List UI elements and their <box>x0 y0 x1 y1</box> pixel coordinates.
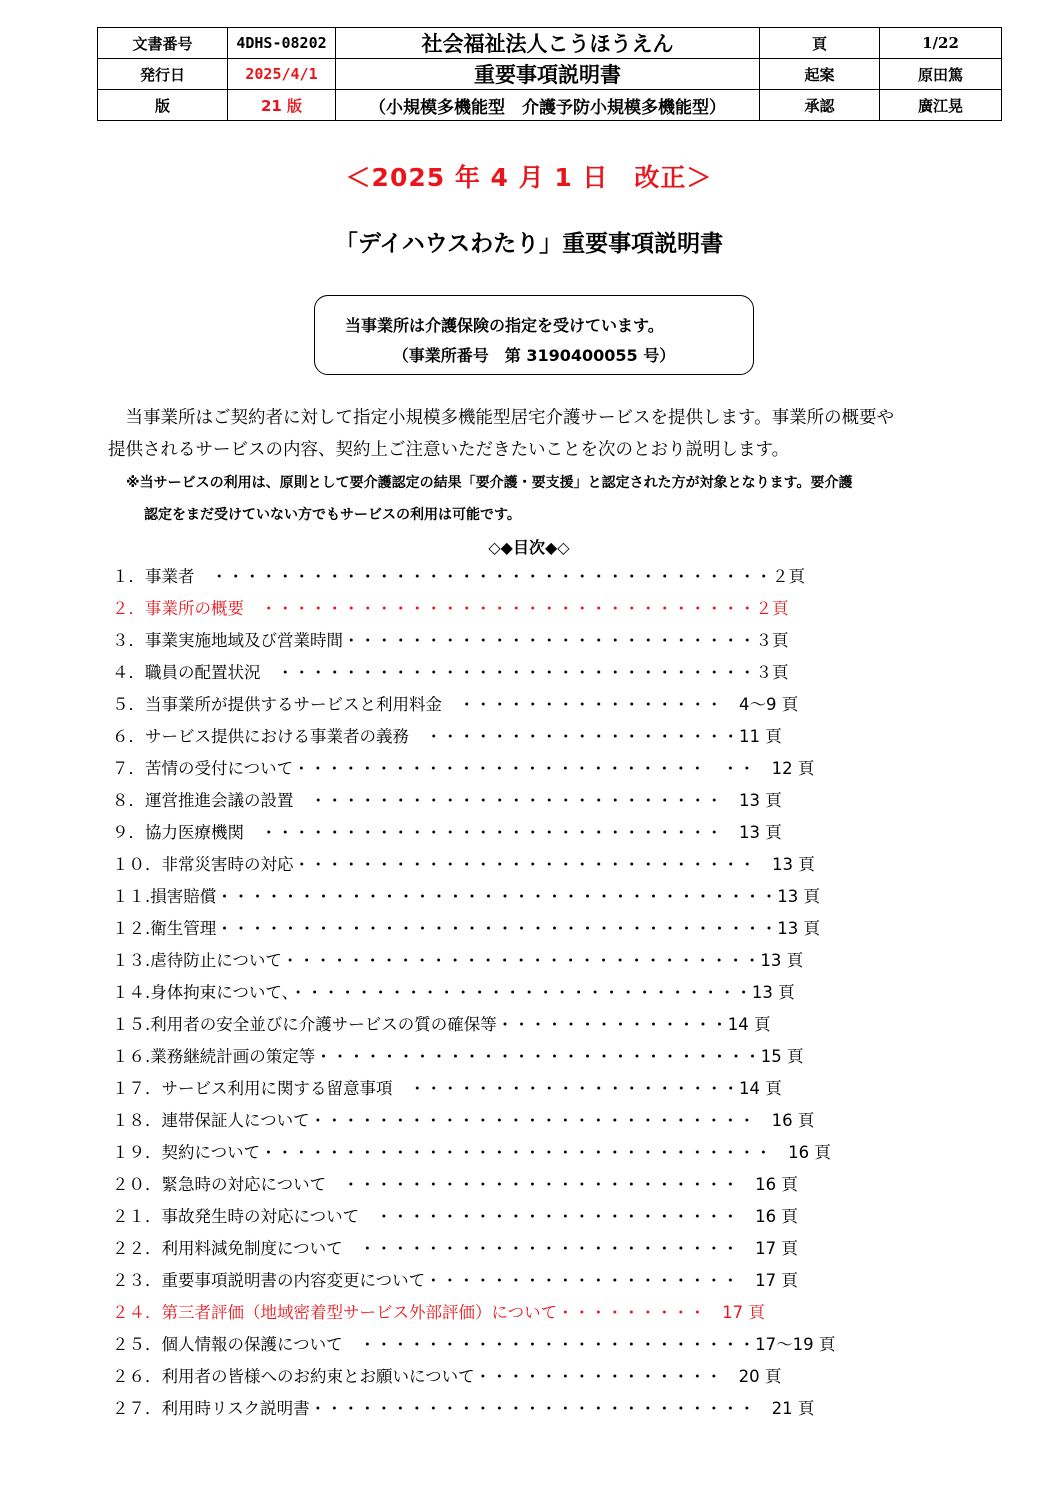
toc-item-text: ４．職員の配置状況 ・・・・・・・・・・・・・・・・・・・・・・・・・・・・・３頁 <box>112 663 789 682</box>
toc-item-text: ６．サービス提供における事業者の義務 ・・・・・・・・・・・・・・・・・・・11 頁 <box>112 727 782 746</box>
toc-item-text: ２４．第三者評価（地域密着型サービス外部評価）について・・・・・・・・・ 17 頁 <box>112 1303 765 1322</box>
toc-item <box>112 721 912 753</box>
page-label: 頁 <box>760 28 880 59</box>
toc-item <box>112 1201 912 1233</box>
toc-item-text: １７．サービス利用に関する留意事項 ・・・・・・・・・・・・・・・・・・・・14 頁 <box>112 1079 782 1098</box>
note-line-2: 認定をまだ受けていない方でもサービスの利用は可能です。 <box>144 507 521 523</box>
toc-item-text: １．事業者 ・・・・・・・・・・・・・・・・・・・・・・・・・・・・・・・・・・２頁 <box>112 567 805 586</box>
toc-item <box>112 689 912 721</box>
toc-item <box>112 1073 912 1105</box>
toc-item <box>112 1361 912 1393</box>
revision-date: ＜2025 年 4 月 1 日 改正＞ <box>345 163 713 192</box>
toc-item <box>112 1137 912 1169</box>
toc-item <box>112 657 912 689</box>
toc-item <box>112 945 912 977</box>
toc-item <box>112 561 912 593</box>
toc-item-text: ２０．緊急時の対応について ・・・・・・・・・・・・・・・・・・・・・・・・ 16 頁 <box>112 1175 798 1194</box>
toc-item-text: ７．苦情の受付について・・・・・・・・・・・・・・・・・・・・・・・・・ ・・ 12 頁 <box>112 759 815 778</box>
page-title: 「デイハウスわたり」重要事項説明書 <box>334 231 724 257</box>
toc-item <box>112 1297 912 1329</box>
toc-item-text: ３．事業実施地域及び営業時間・・・・・・・・・・・・・・・・・・・・・・・・・３頁 <box>112 631 789 650</box>
doc-number: 4DHS-08202 <box>228 28 336 59</box>
toc-item-text: １６.業務継続計画の策定等・・・・・・・・・・・・・・・・・・・・・・・・・・・15 頁 <box>112 1047 804 1066</box>
intro-paragraph <box>108 402 968 466</box>
document-subtitle: （小規模多機能型 介護予防小規模多機能型） <box>336 90 760 121</box>
designation-notice-box <box>314 295 754 375</box>
toc-item-text: ２２．利用料減免制度について ・・・・・・・・・・・・・・・・・・・・・・・ 17 頁 <box>112 1239 798 1258</box>
intro-line-1: 当事業所はご契約者に対して指定小規模多機能型居宅介護サービスを提供します。事業所の概要や <box>108 408 895 428</box>
toc-item-text: ８．運営推進会議の設置 ・・・・・・・・・・・・・・・・・・・・・・・・・ 13 頁 <box>112 791 782 810</box>
draft-name: 原田篤 <box>880 59 1002 90</box>
toc-item <box>112 1393 912 1425</box>
toc-item <box>112 913 912 945</box>
toc-item-text: ２６．利用者の皆様へのお約束とお願いについて・・・・・・・・・・・・・・・ 20 頁 <box>112 1367 782 1386</box>
toc-item-text: １４.身体拘束について、・・・・・・・・・・・・・・・・・・・・・・・・・・・・13 頁 <box>112 983 795 1002</box>
version-number: 21 版 <box>228 90 336 121</box>
doc-number-label: 文書番号 <box>98 28 228 59</box>
issue-date: 2025/4/1 <box>228 59 336 90</box>
toc-item <box>112 1105 912 1137</box>
toc-item-text: １３.虐待防止について・・・・・・・・・・・・・・・・・・・・・・・・・・・・・13 頁 <box>112 951 804 970</box>
toc-item-text: １５.利用者の安全並びに介護サービスの質の確保等・・・・・・・・・・・・・・14 頁 <box>112 1015 771 1034</box>
eligibility-note <box>126 467 976 531</box>
table-of-contents <box>112 561 912 1425</box>
toc-item-text: ２７．利用時リスク説明書・・・・・・・・・・・・・・・・・・・・・・・・・・・ 21 頁 <box>112 1399 815 1418</box>
notice-line-1: 当事業所は介護保険の指定を受けています。 <box>345 316 664 335</box>
toc-heading: ◇◆目次◆◇ <box>488 538 570 557</box>
toc-item <box>112 785 912 817</box>
toc-item-text: ２．事業所の概要 ・・・・・・・・・・・・・・・・・・・・・・・・・・・・・・２頁 <box>112 599 789 618</box>
approve-label: 承認 <box>760 90 880 121</box>
version-label: 版 <box>98 90 228 121</box>
toc-item-text: ５．当事業所が提供するサービスと利用料金 ・・・・・・・・・・・・・・・・ 4～9 頁 <box>112 695 799 714</box>
notice-line-2: （事業所番号 第 3190400055 号） <box>392 346 676 365</box>
toc-item-text: １２.衛生管理・・・・・・・・・・・・・・・・・・・・・・・・・・・・・・・・・・13 頁 <box>112 919 820 938</box>
approve-name: 廣江晃 <box>880 90 1002 121</box>
intro-line-2: 提供されるサービスの内容、契約上ご注意いただきたいことを次のとおり説明します。 <box>108 440 790 460</box>
toc-item <box>112 1329 912 1361</box>
toc-item <box>112 1233 912 1265</box>
toc-item <box>112 849 912 881</box>
toc-item-text: ２５．個人情報の保護について ・・・・・・・・・・・・・・・・・・・・・・・・17～19 頁 <box>112 1335 836 1354</box>
toc-item <box>112 881 912 913</box>
toc-item-text: ２１．事故発生時の対応について ・・・・・・・・・・・・・・・・・・・・・・ 16 頁 <box>112 1207 798 1226</box>
toc-item <box>112 1169 912 1201</box>
toc-item-text: ９．協力医療機関 ・・・・・・・・・・・・・・・・・・・・・・・・・・・・ 13 頁 <box>112 823 782 842</box>
document-title: 重要事項説明書 <box>336 59 760 90</box>
draft-label: 起案 <box>760 59 880 90</box>
page-number: 1/22 <box>880 28 1002 59</box>
toc-item-text: １８．連帯保証人について・・・・・・・・・・・・・・・・・・・・・・・・・・・ 16 頁 <box>112 1111 815 1130</box>
note-line-1: ※当サービスの利用は、原則として要介護認定の結果「要介護・要支援」と認定された方が対象となります。要介護 <box>126 475 853 491</box>
toc-item <box>112 753 912 785</box>
toc-item <box>112 1265 912 1297</box>
toc-item <box>112 625 912 657</box>
toc-item <box>112 817 912 849</box>
toc-item-text: １０．非常災害時の対応・・・・・・・・・・・・・・・・・・・・・・・・・・・・ 13 頁 <box>112 855 815 874</box>
toc-item <box>112 977 912 1009</box>
organization-name: 社会福祉法人こうほうえん <box>336 28 760 59</box>
toc-item-text: １９．契約について・・・・・・・・・・・・・・・・・・・・・・・・・・・・・・・ 16 頁 <box>112 1143 831 1162</box>
toc-item <box>112 1041 912 1073</box>
toc-item <box>112 593 912 625</box>
toc-item <box>112 1009 912 1041</box>
toc-item-text: ２３．重要事項説明書の内容変更について・・・・・・・・・・・・・・・・・・・ 17 頁 <box>112 1271 798 1290</box>
toc-item-text: １１.損害賠償・・・・・・・・・・・・・・・・・・・・・・・・・・・・・・・・・・13 頁 <box>112 887 820 906</box>
document-header-table <box>97 27 1002 121</box>
issue-date-label: 発行日 <box>98 59 228 90</box>
